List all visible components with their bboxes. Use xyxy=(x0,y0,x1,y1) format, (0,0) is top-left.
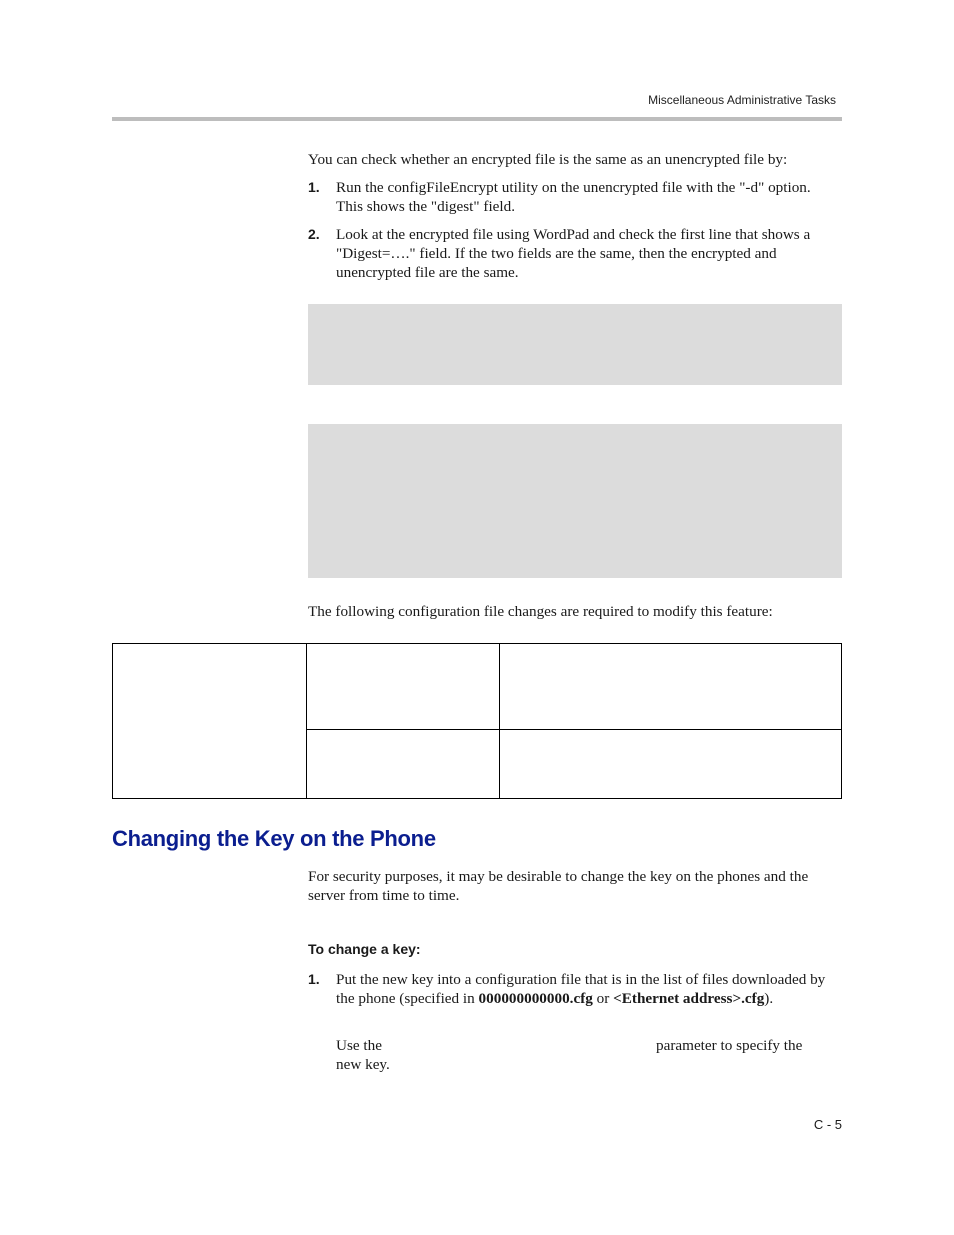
step-1 xyxy=(308,178,828,216)
note-text-right: parameter to specify the xyxy=(656,1037,803,1054)
step-text xyxy=(336,970,828,1008)
step-text-part: or xyxy=(592,990,614,1007)
step-text: Look at the encrypted file using WordPad and check the first line that shows a "Digest=…." field. If the two fields are the same, then the encrypted and unencrypted file are the same. xyxy=(336,226,811,281)
config-changes-intro: The following configuration file changes are required to modify this feature: xyxy=(308,603,773,620)
config-table xyxy=(112,643,842,799)
step-text-part: Put the new key into a configuration file that is in the list of files downloaded by the phone (specified in xyxy=(336,971,826,1007)
step-text: Run the configFileEncrypt utility on the unencrypted file with the "-d" option. This shows the "digest" field. xyxy=(336,179,811,215)
config-filename: 000000000000.cfg xyxy=(478,990,593,1007)
note-box xyxy=(308,304,842,385)
example-box xyxy=(308,424,842,578)
intro-paragraph: You can check whether an encrypted file is the same as an unencrypted file by: xyxy=(308,151,788,168)
header-rule xyxy=(112,117,842,121)
config-filename: <Ethernet address>.cfg xyxy=(613,990,765,1007)
running-header: Miscellaneous Administrative Tasks xyxy=(648,93,836,107)
step-text-part: ). xyxy=(764,990,774,1007)
note-text-left: Use the xyxy=(336,1037,382,1054)
table-row-divider xyxy=(306,729,841,730)
note-text-end: new key. xyxy=(336,1056,390,1073)
procedure-note xyxy=(336,1036,826,1074)
procedure-step-1 xyxy=(308,970,828,1008)
step-number: 1. xyxy=(308,971,320,987)
step-2 xyxy=(308,225,828,282)
table-column-divider xyxy=(499,644,500,798)
step-number: 1. xyxy=(308,179,320,195)
procedure-title: To change a key: xyxy=(308,941,421,957)
section-intro: For security purposes, it may be desirable to change the key on the phones and the server from time to time. xyxy=(308,868,809,904)
section-title: Changing the Key on the Phone xyxy=(112,826,436,851)
table-column-divider xyxy=(306,644,307,798)
step-number: 2. xyxy=(308,226,320,242)
page-number: C - 5 xyxy=(813,1117,842,1132)
